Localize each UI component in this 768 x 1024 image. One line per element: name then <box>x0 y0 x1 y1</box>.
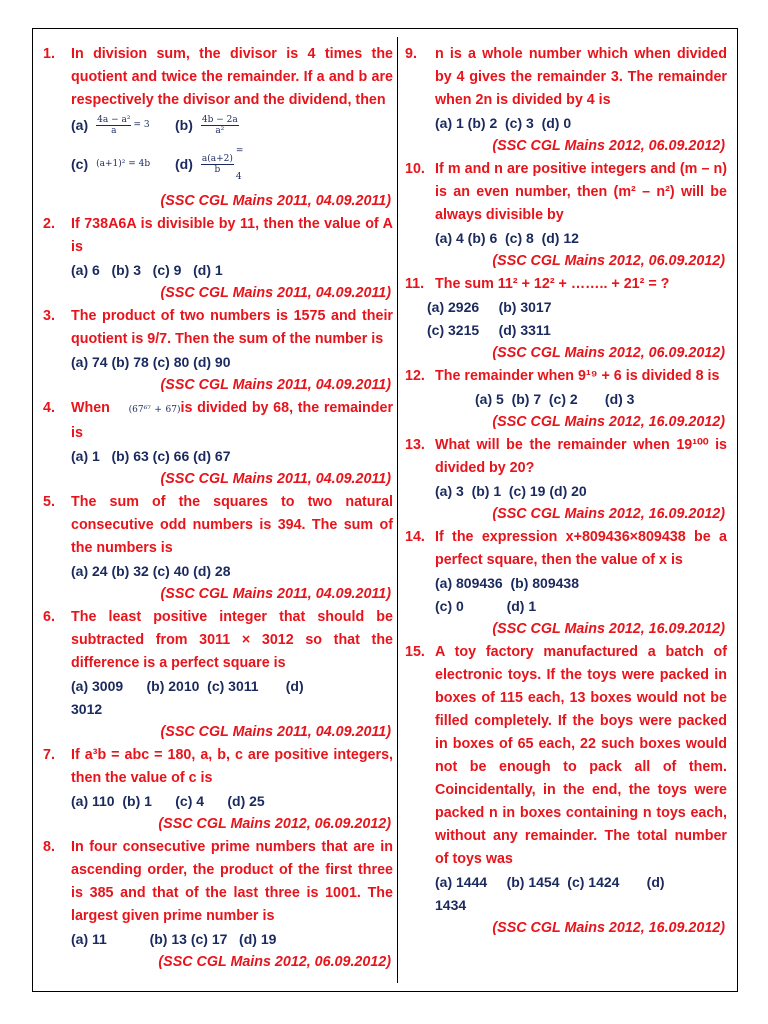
question-source: (SSC CGL Mains 2012, 06.09.2012) <box>158 954 391 970</box>
question-options: (a) 74 (b) 78 (c) 80 (d) 90 <box>71 354 231 370</box>
question-number: 3. <box>43 308 55 324</box>
question-number: 5. <box>43 494 55 510</box>
question-options: (a) 4 (b) 6 (c) 8 (d) 12 <box>435 230 579 246</box>
question-source: (SSC CGL Mains 2012, 16.09.2012) <box>492 506 725 522</box>
question-text: If the expression x+809436×809438 be a perfect square, then the value of x is <box>435 529 727 568</box>
right-column <box>405 43 727 940</box>
question-text: If a³b = abc = 180, a, b, c are positive integers, then the value of c is <box>71 747 393 786</box>
options-row-1 <box>43 112 393 138</box>
question-15 <box>405 641 727 871</box>
question-14 <box>405 526 727 572</box>
question-options: (a) 2926 (b) 3017 <box>427 299 552 315</box>
option-c: (c) (a+1)² = 4b <box>71 156 151 172</box>
question-number: 9. <box>405 46 417 62</box>
options-row-2 <box>43 138 393 190</box>
question-10 <box>405 158 727 227</box>
question-text: The sum 11² + 12² + …….. + 21² = ? <box>435 276 670 292</box>
column-divider <box>397 37 398 983</box>
question-4 <box>43 397 393 445</box>
question-options-continued: (c) 0 (d) 1 <box>435 598 537 614</box>
question-text: n is a whole number which when divided by 4 gives the remainder 3. The remainder when 2n is divided by 4 is <box>435 46 727 108</box>
question-source: (SSC CGL Mains 2011, 04.09.2011) <box>160 724 391 740</box>
question-text: The least positive integer that should be subtracted from 3011 × 3012 so that the difference is a perfect square is <box>71 609 393 671</box>
question-number: 6. <box>43 609 55 625</box>
question-options-continued: 1434 <box>435 897 467 913</box>
question-number: 10. <box>405 161 425 177</box>
question-options: (a) 1 (b) 2 (c) 3 (d) 0 <box>435 115 572 131</box>
question-text: When (67⁶⁷ + 67)is divided by 68, the remainder is <box>71 400 394 441</box>
question-13 <box>405 434 727 480</box>
question-text: If m and n are positive integers and (m – n) is an even number, then (m² – n²) will be always divisible by <box>435 161 727 223</box>
question-source: (SSC CGL Mains 2011, 04.09.2011) <box>160 193 391 209</box>
question-source: (SSC CGL Mains 2011, 04.09.2011) <box>160 377 391 393</box>
question-options-continued: (c) 3215 (d) 3311 <box>427 322 551 338</box>
question-text: What will be the remainder when 19¹⁰⁰ is divided by 20? <box>435 437 727 476</box>
question-6 <box>43 606 393 675</box>
option-d: (d) $\frac{a(a+2)}{b}$ = 4 <box>175 138 243 190</box>
question-number: 4. <box>43 400 55 416</box>
question-7 <box>43 744 393 790</box>
question-options: (a) 809436 (b) 809438 <box>435 575 579 591</box>
question-text: If 738A6A is divisible by 11, then the value of A is <box>71 216 393 255</box>
question-options: (a) 1 (b) 63 (c) 66 (d) 67 <box>71 448 231 464</box>
question-options: (a) 24 (b) 32 (c) 40 (d) 28 <box>71 563 231 579</box>
option-a: (a) $\frac{\text{4a − a²}}{a}$ = 3 <box>71 112 175 138</box>
left-column <box>43 43 393 974</box>
question-5 <box>43 491 393 560</box>
question-number: 13. <box>405 437 425 453</box>
question-number: 12. <box>405 368 425 384</box>
question-source: (SSC CGL Mains 2012, 16.09.2012) <box>492 414 725 430</box>
question-source: (SSC CGL Mains 2011, 04.09.2011) <box>160 586 391 602</box>
fraction: $\frac{a(a+2)}{b}$ = 4 <box>201 146 244 182</box>
fraction: $\frac{\text{4a − a²}}{a}$ = 3 <box>97 114 150 136</box>
question-text: In division sum, the divisor is 4 times the quotient and twice the remainder. If a and b are respectively the divisor and the dividend, then <box>71 46 393 108</box>
question-number: 1. <box>43 46 55 62</box>
question-number: 14. <box>405 529 425 545</box>
inline-math: (67⁶⁷ + 67) <box>128 405 181 415</box>
question-number: 7. <box>43 747 55 763</box>
question-12 <box>405 365 727 388</box>
question-number: 11. <box>405 276 425 292</box>
question-options: (a) 1444 (b) 1454 (c) 1424 (d) <box>435 874 665 890</box>
question-text: The remainder when 9¹⁹ + 6 is divided 8 is <box>435 368 720 384</box>
page-frame <box>32 28 738 992</box>
question-options: (a) 6 (b) 3 (c) 9 (d) 1 <box>71 262 223 278</box>
option-b: (b) 4b − 2a a² <box>175 114 238 136</box>
question-11 <box>405 273 727 296</box>
fraction: 4b − 2a a² <box>201 114 238 136</box>
question-options: (a) 3 (b) 1 (c) 19 (d) 20 <box>435 483 587 499</box>
question-9 <box>405 43 727 112</box>
question-8 <box>43 836 393 928</box>
question-3 <box>43 305 393 351</box>
question-source: (SSC CGL Mains 2012, 06.09.2012) <box>492 345 725 361</box>
question-text: The sum of the squares to two natural consecutive odd numbers is 394. The sum of the numbers is <box>71 494 393 556</box>
question-source: (SSC CGL Mains 2012, 16.09.2012) <box>492 920 725 936</box>
question-options: (a) 3009 (b) 2010 (c) 3011 (d) <box>71 678 304 694</box>
question-source: (SSC CGL Mains 2012, 06.09.2012) <box>158 816 391 832</box>
question-source: (SSC CGL Mains 2011, 04.09.2011) <box>160 285 391 301</box>
question-text: A toy factory manufactured a batch of electronic toys. If the toys were packed in boxes of 115 each, 13 boxes would not be filled completely. If the boys were packed in boxes of 65 each, 22 such boxes would not be enough to pack all of them. Coincidentally, in the end, the toys were packed n in boxes containing n toys each, without any remainder. The total number of toys was <box>435 644 727 867</box>
question-number: 15. <box>405 644 425 660</box>
question-source: (SSC CGL Mains 2012, 06.09.2012) <box>492 253 725 269</box>
question-options: (a) 11 (b) 13 (c) 17 (d) 19 <box>71 931 277 947</box>
question-text: The product of two numbers is 1575 and their quotient is 9/7. Then the sum of the number is <box>71 308 393 347</box>
question-options: (a) 110 (b) 1 (c) 4 (d) 25 <box>71 793 265 809</box>
question-number: 8. <box>43 839 55 855</box>
question-2 <box>43 213 393 259</box>
question-number: 2. <box>43 216 55 232</box>
question-source: (SSC CGL Mains 2011, 04.09.2011) <box>160 471 391 487</box>
question-1 <box>43 43 393 112</box>
question-text: In four consecutive prime numbers that are in ascending order, the product of the first three is 385 and that of the last three is 1001. The largest given prime number is <box>71 839 393 924</box>
question-source: (SSC CGL Mains 2012, 06.09.2012) <box>492 138 725 154</box>
question-source: (SSC CGL Mains 2012, 16.09.2012) <box>492 621 725 637</box>
question-options: (a) 5 (b) 7 (c) 2 (d) 3 <box>475 391 635 407</box>
question-options-continued: 3012 <box>71 701 103 717</box>
